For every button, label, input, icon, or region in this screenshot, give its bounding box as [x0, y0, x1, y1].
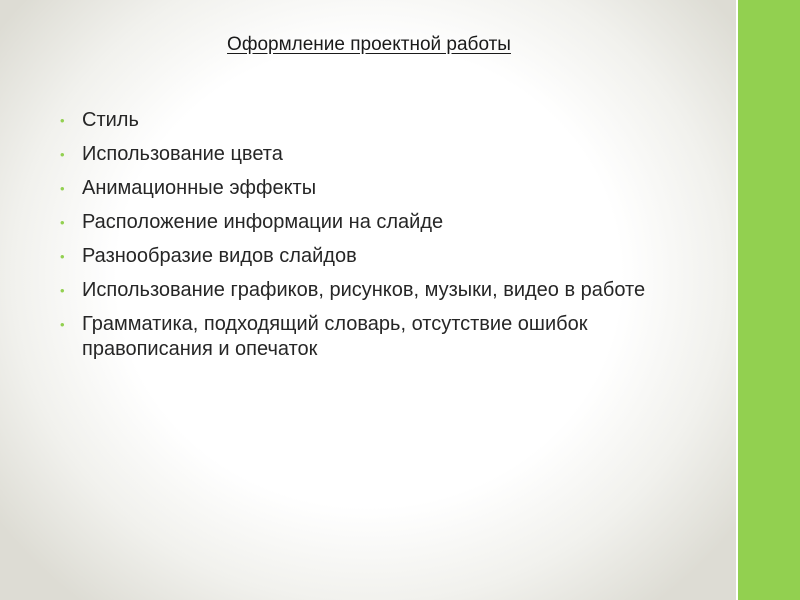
list-item — [58, 108, 698, 133]
bullet-text: Грамматика, подходящий словарь, отсутствие ошибок правописания и опечаток — [82, 313, 588, 360]
list-item — [58, 278, 698, 303]
bullet-text: Использование графиков, рисунков, музыки, видео в работе — [82, 279, 646, 301]
bullet-text: Анимационные эффекты — [82, 177, 317, 199]
list-item — [58, 210, 698, 235]
bullet-icon: • — [60, 283, 65, 298]
bullet-icon: • — [60, 113, 65, 128]
slide-title: Оформление проектной работы — [227, 34, 511, 55]
list-item — [58, 176, 698, 201]
bullet-list — [58, 108, 698, 371]
bullet-text: Использование цвета — [82, 143, 283, 165]
bullet-icon: • — [60, 181, 65, 196]
accent-bar — [738, 0, 800, 600]
bullet-text: Разнообразие видов слайдов — [82, 245, 357, 267]
bullet-icon: • — [60, 249, 65, 264]
list-item — [58, 142, 698, 167]
bullet-text: Расположение информации на слайде — [82, 211, 444, 233]
list-item — [58, 244, 698, 269]
bullet-icon: • — [60, 317, 65, 332]
list-item — [58, 312, 698, 362]
bullet-icon: • — [60, 147, 65, 162]
bullet-icon: • — [60, 215, 65, 230]
bullet-text: Стиль — [82, 109, 139, 131]
